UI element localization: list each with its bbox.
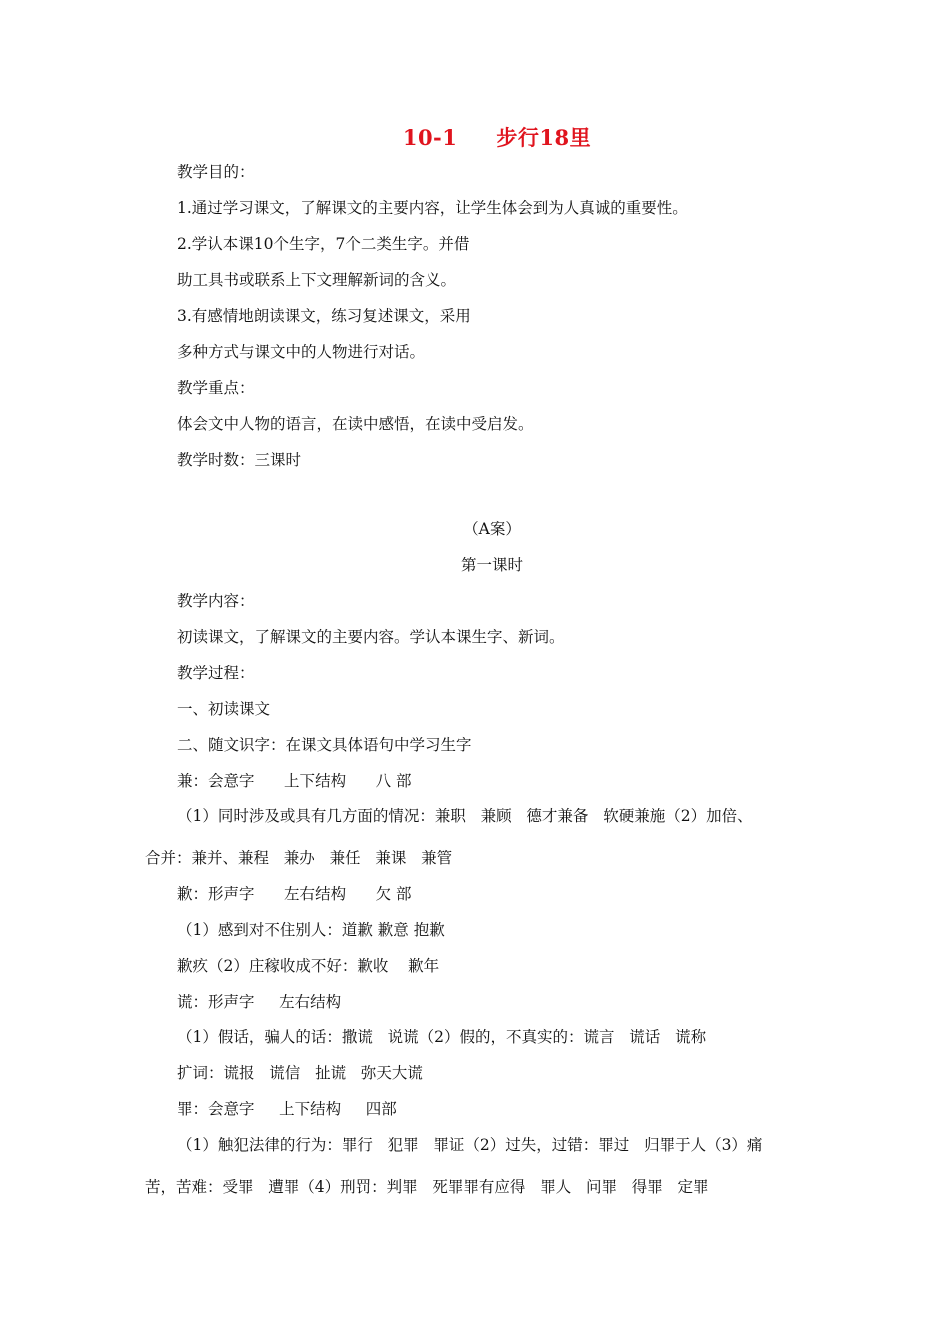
- text-line: 兼：会意字 上下结构 八 部: [177, 772, 412, 790]
- text-line: 多种方式与课文中的人物进行对话。: [177, 343, 426, 361]
- text-line: （1）感到对不住别人：道歉 歉意 抱歉: [177, 921, 445, 939]
- text-line: 一、初读课文: [177, 700, 271, 718]
- section-label: （A案）: [463, 520, 521, 538]
- text-line: 教学内容：: [177, 592, 255, 610]
- text-line: 教学目的：: [177, 163, 255, 181]
- text-line: 教学重点：: [177, 379, 255, 397]
- text-line: 罪：会意字 上下结构 四部: [177, 1100, 397, 1118]
- text-line: 扩词：谎报 谎信 扯谎 弥天大谎: [177, 1064, 423, 1082]
- text-line: 二、随文识字：在课文具体语句中学习生字: [177, 736, 472, 754]
- text-line: （1）触犯法律的行为：罪行 犯罪 罪证（2）过失，过错：罪过 归罪于人（3）痛: [177, 1136, 763, 1154]
- text-line: 体会文中人物的语言，在读中感悟，在读中受启发。: [177, 415, 534, 433]
- text-line: 3.有感情地朗读课文，练习复述课文，采用: [177, 307, 471, 325]
- text-line: 教学时数：三课时: [177, 451, 302, 469]
- text-line: （1）假话，骗人的话：撒谎 说谎（2）假的，不真实的：谎言 谎话 谎称: [177, 1028, 707, 1046]
- text-line: 1.通过学习课文，了解课文的主要内容，让学生体会到为人真诚的重要性。: [177, 199, 688, 217]
- text-line: 歉：形声字 左右结构 欠 部: [177, 885, 412, 903]
- text-line: 助工具书或联系上下文理解新词的含义。: [177, 271, 457, 289]
- text-line: 初读课文，了解课文的主要内容。学认本课生字、新词。: [177, 628, 565, 646]
- document-title: 10-1 步行18里: [402, 125, 592, 150]
- text-line: 2.学认本课10个生字，7个二类生字。并借: [177, 235, 470, 253]
- text-line: 谎：形声字 左右结构: [177, 993, 342, 1011]
- text-line: 歉疚（2）庄稼收成不好：歉收 歉年: [177, 957, 440, 975]
- text-line: 苦，苦难：受罪 遭罪（4）刑罚：判罪 死罪罪有应得 罪人 问罪 得罪 定罪: [145, 1178, 709, 1196]
- lesson-heading: 第一课时: [460, 556, 523, 574]
- text-line: 合并：兼并、兼程 兼办 兼任 兼课 兼管: [145, 849, 453, 867]
- text-line: （1）同时涉及或具有几方面的情况：兼职 兼顾 德才兼备 软硬兼施（2）加倍、: [177, 807, 753, 825]
- text-line: 教学过程：: [177, 664, 255, 682]
